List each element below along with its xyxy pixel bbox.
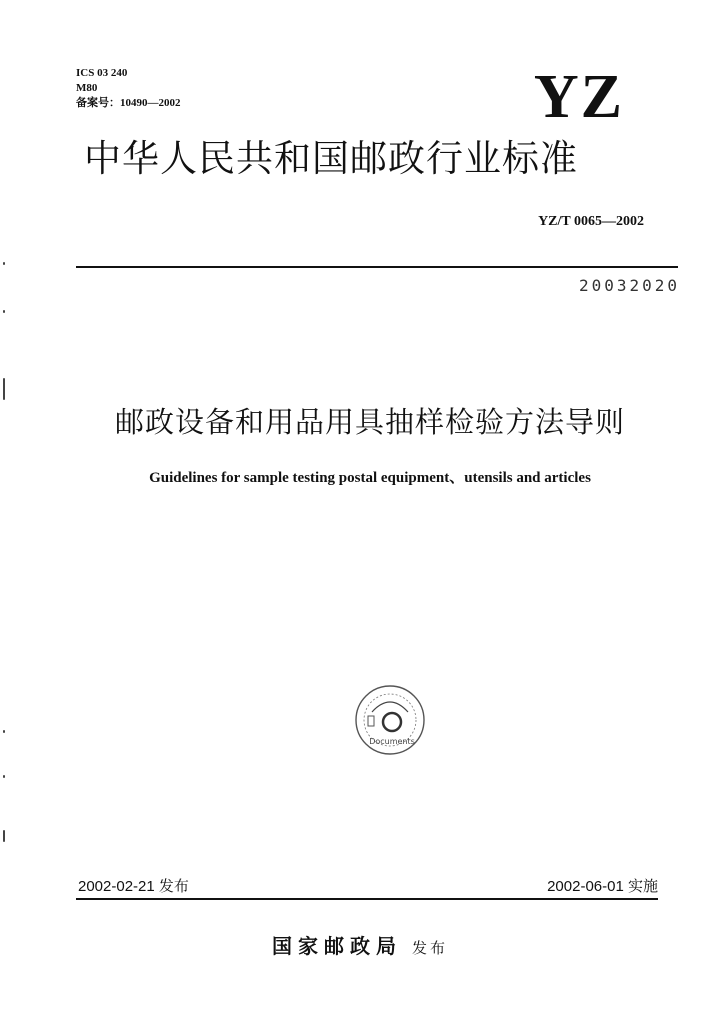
scan-speck xyxy=(3,310,5,313)
document-title-chinese: 邮政设备和用品用具抽样检验方法导则 xyxy=(114,405,625,439)
publisher-name: 国家邮政局 xyxy=(271,934,402,958)
implementation-date: 2002-06-01 实施 xyxy=(547,878,658,895)
footer-divider xyxy=(76,898,658,900)
scan-speck xyxy=(3,378,5,400)
scan-speck xyxy=(3,262,5,265)
serial-number: 20032020 xyxy=(578,276,680,295)
scan-speck xyxy=(3,730,5,733)
issue-date: 2002-02-21 发布 xyxy=(78,878,189,895)
stamp-text: Documents xyxy=(369,737,415,746)
standard-category-title: 中华人民共和国邮政行业标准 xyxy=(84,137,578,180)
document-title-english: Guidelines for sample testing postal equipment、utensils and articles xyxy=(149,470,591,486)
header-divider xyxy=(76,266,678,268)
standard-number: YZ/T 0065—2002 xyxy=(538,214,644,229)
scan-speck xyxy=(3,830,5,842)
ics-code: ICS 03 240 xyxy=(76,67,128,79)
library-stamp-icon xyxy=(352,682,428,758)
classification-code: M80 xyxy=(76,82,98,94)
record-number: 备案号：10490—2002 xyxy=(76,97,181,109)
yz-logo: YZ xyxy=(533,63,624,131)
publisher xyxy=(0,930,720,959)
publisher-suffix: 发布 xyxy=(411,939,448,957)
scan-speck xyxy=(3,775,5,778)
